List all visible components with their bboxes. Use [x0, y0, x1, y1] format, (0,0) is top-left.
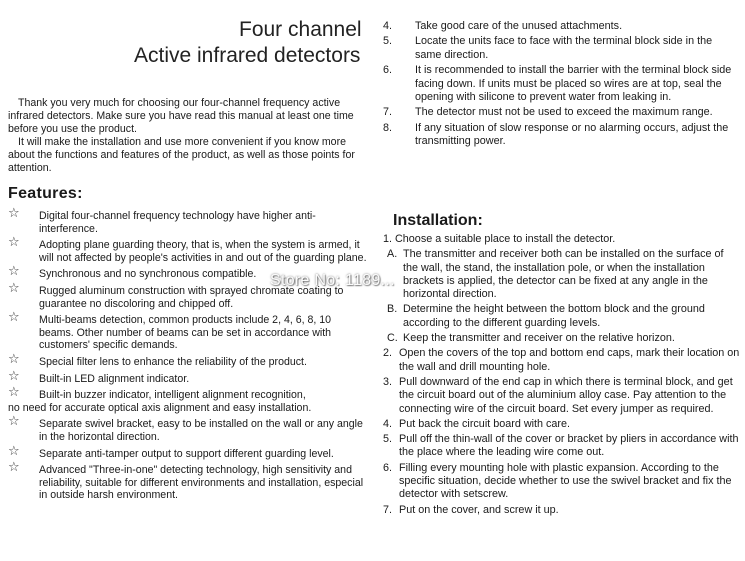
- feature-item: ☆ Separate swivel bracket, easy to be installed on the wall or any angle in the horizontal direction.: [8, 414, 363, 443]
- note-item: 4. Take good care of the unused attachments.: [383, 20, 623, 32]
- installation-substep: B. Determine the height between the bottom block and the ground according to the different guarding levels.: [387, 303, 705, 329]
- intro-text: [8, 97, 360, 175]
- feature-item: ☆ Advanced "Three-in-one" detecting technology, high sensitivity and reliability, suitable for different environments and installation, especial in outside harsh environment.: [8, 460, 364, 502]
- feature-item: ☆ Adopting plane guarding theory, that is, when the system is armed, it will not affected by people's activities in and out of the guarding plane.: [8, 235, 367, 264]
- star-outline-icon: ☆: [8, 351, 20, 367]
- note-item: 5. Locate the units face to face with the terminal block side in the same direction.: [383, 35, 713, 61]
- star-outline-icon: ☆: [8, 385, 20, 401]
- installation-step: 2. Open the covers of the top and bottom end caps, mark their location on the wall and drill mounting hole.: [383, 347, 740, 373]
- installation-step: 3. Pull downward of the end cap in which there is terminal block, and get the circuit board out of the aluminium alloy case. Pay attention to the connecting wire of the circuit board. Set every jumper as required.: [383, 375, 733, 415]
- installation-substep: C. Keep the transmitter and receiver on the relative horizon.: [387, 332, 675, 345]
- star-outline-icon: ☆: [8, 368, 20, 384]
- star-outline-icon: ☆: [8, 280, 20, 296]
- star-outline-icon: ☆: [8, 414, 20, 430]
- note-item: 7. The detector must not be used to exceed the maximum range.: [383, 106, 713, 119]
- star-outline-icon: ☆: [8, 235, 20, 251]
- notes-list: [383, 20, 740, 151]
- star-outline-icon: ☆: [8, 310, 20, 326]
- star-outline-icon: ☆: [8, 206, 20, 221]
- installation-step: 4. Put back the circuit board with care.: [383, 417, 571, 430]
- features-list: [8, 206, 368, 506]
- title-line-1: Four channel: [239, 18, 362, 41]
- star-outline-icon: ☆: [8, 460, 20, 476]
- installation-steps: [383, 233, 740, 519]
- star-outline-icon: ☆: [8, 443, 20, 459]
- installation-substep: A. The transmitter and receiver both can be installed on the surface of the wall, the stand, the installation pole, or when the installation brackets is applied, the detector can be fixed at any angle in the horizontal direction.: [387, 248, 724, 301]
- installation-step: 5. Pull off the thin-wall of the cover or bracket by pliers in accordance with the place where the leading wire come out.: [383, 433, 739, 459]
- installation-heading: Installation:: [393, 212, 483, 229]
- intro-paragraph-2: It will make the installation and use more convenient if you know more about the functions and features of the product, as well as those points for attention.: [8, 136, 355, 174]
- title-line-2: Active infrared detectors: [134, 44, 361, 67]
- intro-paragraph-1: Thank you very much for choosing our four-channel frequency active infrared detectors. Make sure you have read this manual at least one time before you use the product.: [8, 97, 354, 135]
- feature-item-continuation: no need for accurate optical axis alignment and easy installation.: [8, 401, 312, 414]
- feature-item: ☆ Rugged aluminum construction with sprayed chromate coating to guarantee no discoloring and chipped off.: [8, 280, 344, 310]
- features-heading: Features:: [8, 185, 83, 202]
- feature-item: ☆ Separate anti-tamper output to support different guarding level.: [8, 443, 334, 460]
- feature-item: ☆ Built-in LED alignment indicator.: [8, 368, 190, 385]
- installation-step: 7. Put on the cover, and screw it up.: [383, 503, 559, 516]
- store-watermark: Store No: 1189...: [270, 272, 395, 289]
- installation-step: 6. Filling every mounting hole with plastic expansion. According to the specific situation, decide whether to use the swivel bracket and fix the detector with setscrew.: [383, 461, 732, 501]
- note-item: 8. If any situation of slow response or no alarming occurs, adjust the transmitting power.: [383, 121, 729, 148]
- feature-item: ☆ Digital four-channel frequency technology have higher anti-interference.: [8, 206, 316, 235]
- feature-item: ☆ Synchronous and no synchronous compatible.: [8, 264, 257, 281]
- feature-item: ☆ Built-in buzzer indicator, intelligent alignment recognition, no need for accurate optical axis alignment and easy installation.: [8, 389, 368, 414]
- note-item: 6. It is recommended to install the barrier with the terminal block side facing down. If units must be placed so wires are at top, seal the opening with silicone to prevent water from leaking in.: [383, 64, 732, 104]
- feature-item: ☆ Multi-beams detection, common products include 2, 4, 6, 8, 10 beams. Other number of beams can be set in accordance with customers' specific demands.: [8, 310, 332, 352]
- feature-item: ☆ Special filter lens to enhance the reliability of the product.: [8, 351, 307, 368]
- installation-step-1: 1. Choose a suitable place to install the detector.: [383, 233, 616, 245]
- star-outline-icon: ☆: [8, 264, 20, 280]
